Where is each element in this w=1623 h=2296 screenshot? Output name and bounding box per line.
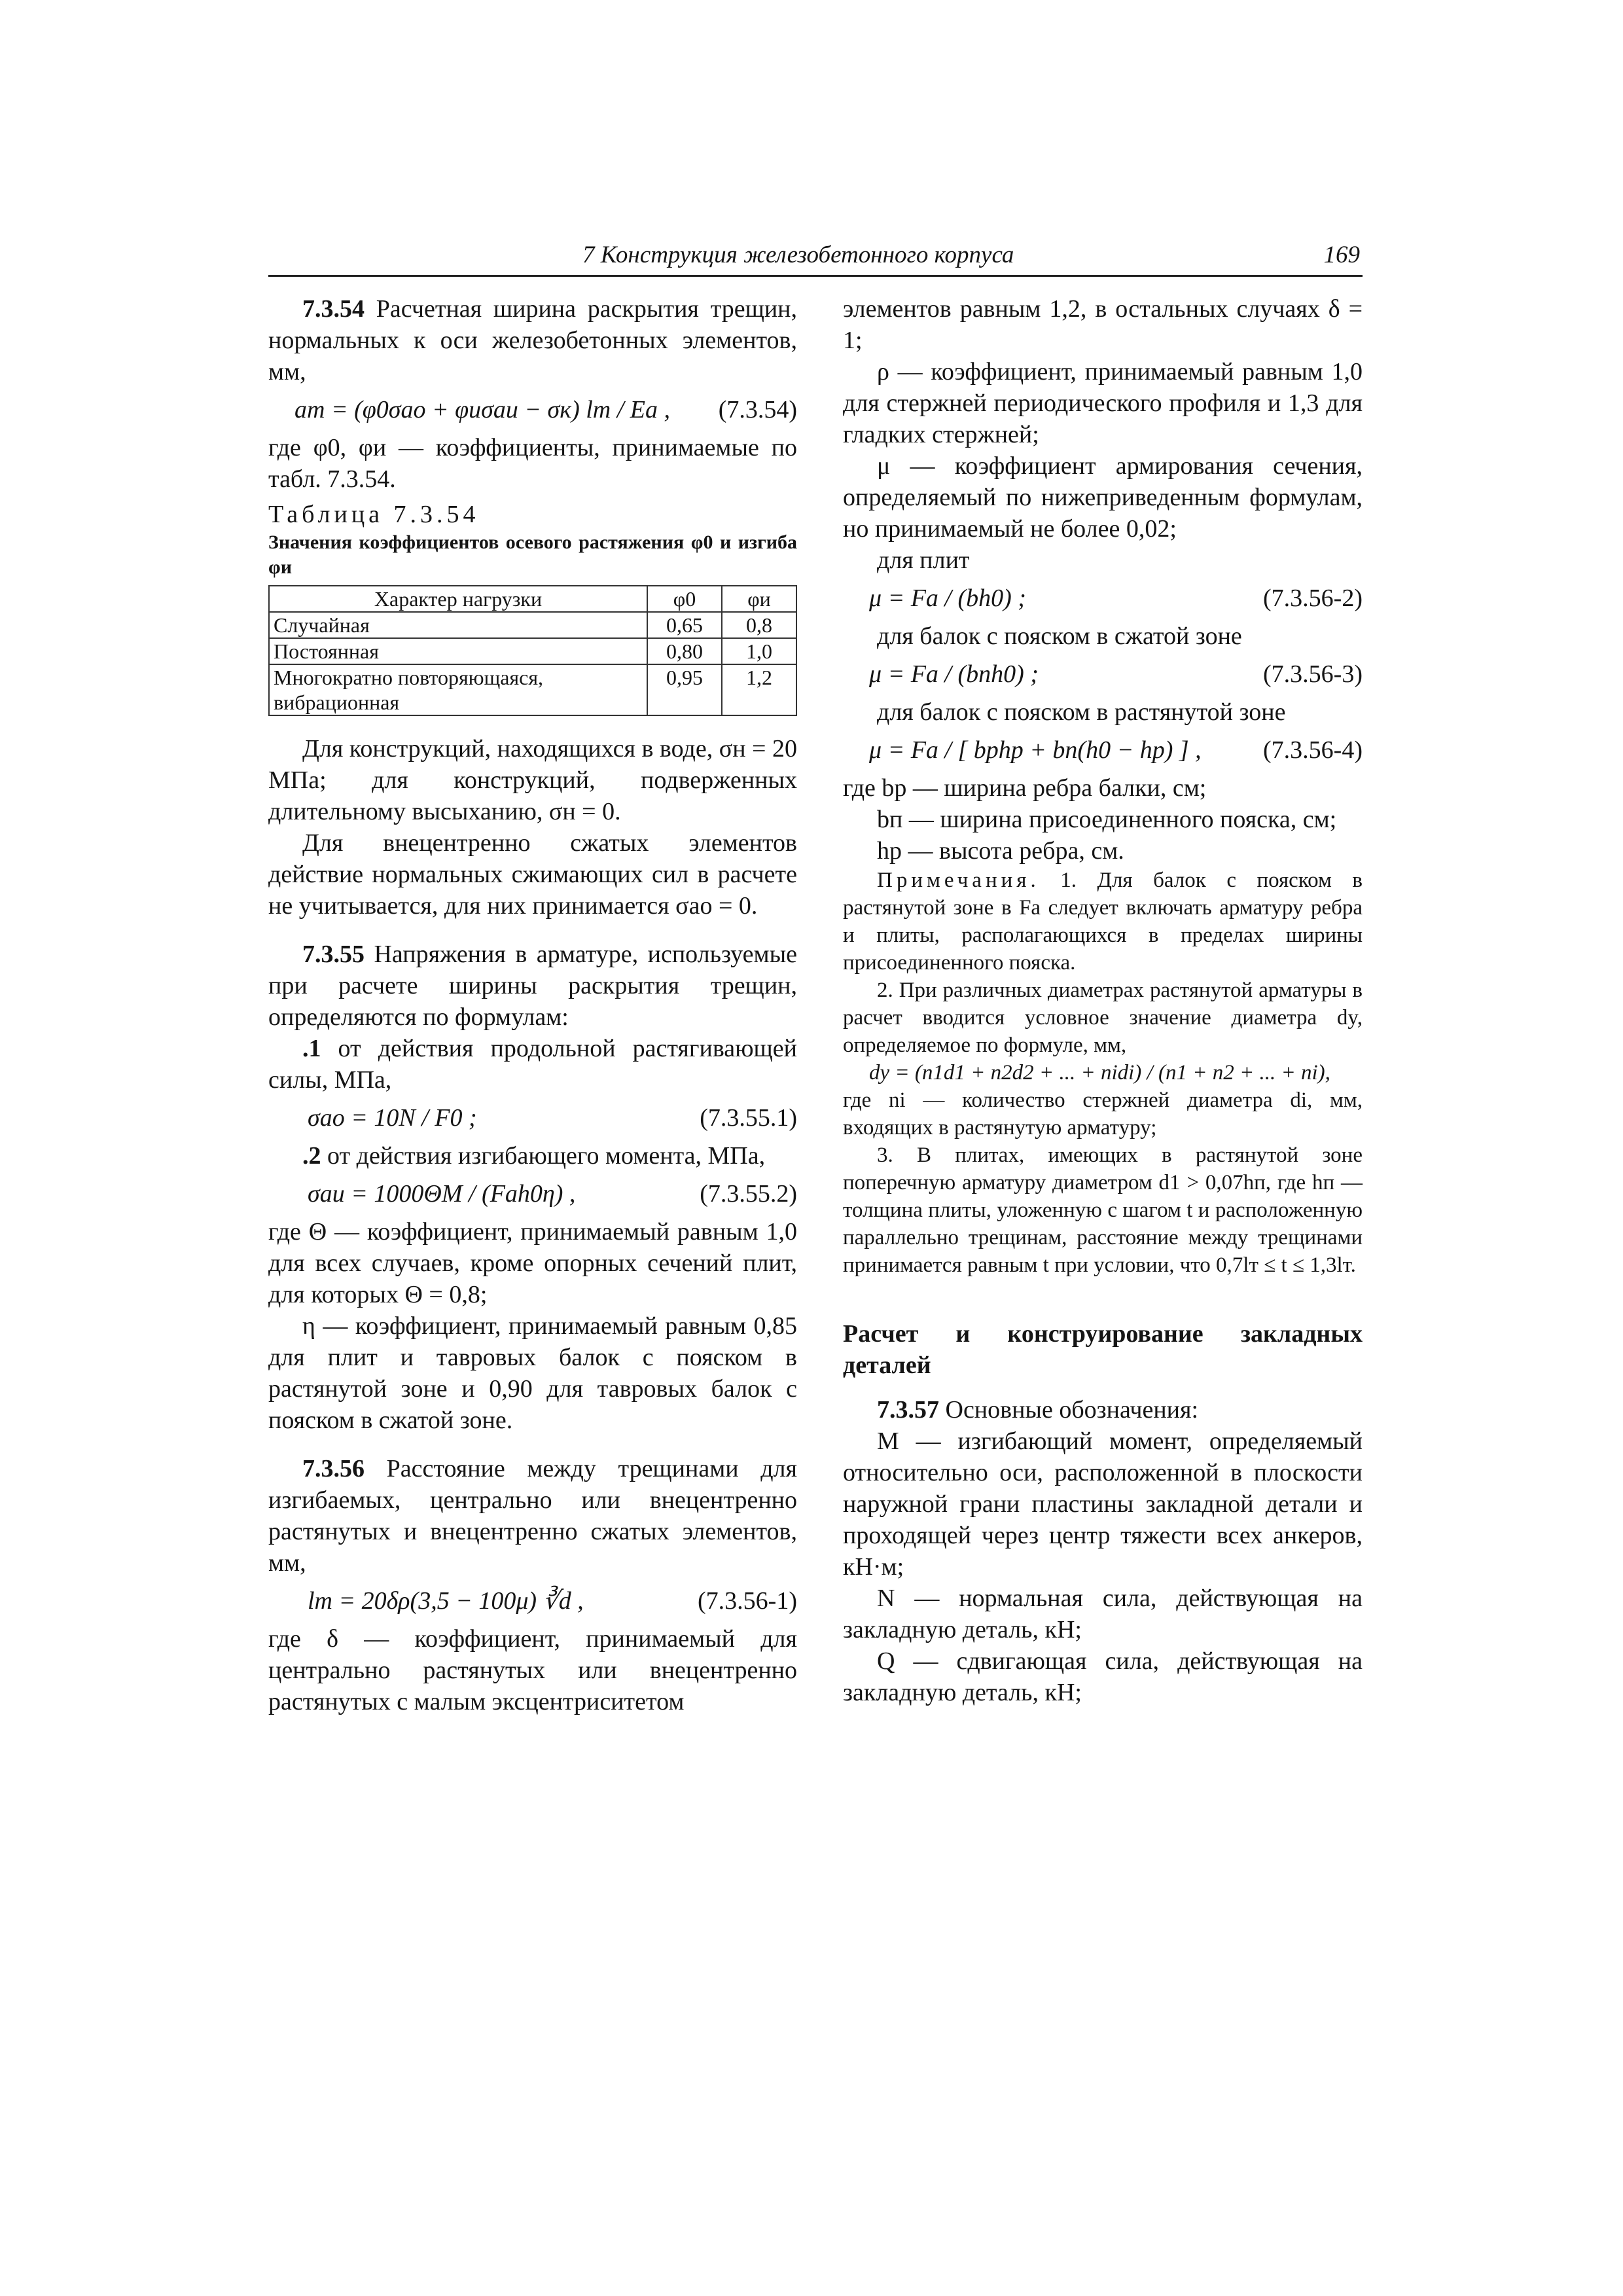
table-header-cell: Характер нагрузки <box>269 586 647 612</box>
paragraph: где Θ — коэффициент, принимаемый равным 1,0 для всех случаев, кроме опорных сечений плит, для которых Θ = 0,8; <box>268 1218 797 1308</box>
paragraph-text: от действия продольной растягивающей силы, МПа, <box>268 1035 797 1094</box>
formula <box>268 1174 797 1213</box>
coefficients-table <box>268 585 797 716</box>
table-title: Значения коэффициентов осевого растяжения φ0 и изгиба φи <box>268 531 797 578</box>
running-header <box>268 241 1363 277</box>
paragraph <box>268 1453 797 1579</box>
paragraph: Для внецентренно сжатых элементов действие нормальных сжимающих сил в расчете не учитывается, для них принимается σао = 0. <box>268 829 797 920</box>
formula-body: μ = Fa / (bпh0) ; <box>869 660 1039 688</box>
left-column <box>268 293 797 1717</box>
paragraph-text: Напряжения в арматуре, используемые при расчете ширины раскрытия трещин, определяются по формулам: <box>268 941 797 1031</box>
formula-body: σаи = 1000ΘM / (Fah0η) , <box>308 1180 576 1208</box>
paragraph <box>268 1140 797 1172</box>
paragraph: μ — коэффициент армирования сечения, определяемый по нижеприведенным формулам, но принимаемый не более 0,02; <box>843 452 1363 543</box>
formula-number: (7.3.56-2) <box>1263 584 1363 612</box>
table-row <box>269 612 796 638</box>
formula-number: (7.3.55.2) <box>700 1180 797 1208</box>
table-cell: 0,65 <box>647 612 722 638</box>
item-number: .2 <box>302 1142 321 1170</box>
table-header-cell: φ0 <box>647 586 722 612</box>
paragraph: η — коэффициент, принимаемый равным 0,85 для плит и тавровых балок с пояском в растянутой зоне и 0,90 для тавровых балок с пояском в сжатой зоне. <box>268 1312 797 1434</box>
note <box>843 867 1363 977</box>
table-cell: 0,95 <box>647 664 722 715</box>
paragraph <box>268 939 797 1033</box>
formula-number: (7.3.56-4) <box>1263 736 1363 764</box>
paragraph: для балок с пояском в растянутой зоне <box>877 698 1286 726</box>
paragraph-text: Расчетная ширина раскрытия трещин, нормальных к оси железобетонных элементов, мм, <box>268 295 797 386</box>
paragraph-text: Основные обозначения: <box>945 1396 1199 1424</box>
paragraph <box>843 1394 1363 1426</box>
note-text: 1. Для балок с пояском в растянутой зоне в Fa следует включать арматуру ребра и плиты, располагающихся в пределах ширины присоединенного пояска. <box>843 869 1363 975</box>
table-cell: Случайная <box>269 612 647 638</box>
formula <box>843 579 1363 618</box>
paragraph: M — изгибающий момент, определяемый относительно оси, расположенной в плоскости наружной грани пластины закладной детали и проходящей через центр тяжести всех анкеров, кН·м; <box>843 1427 1363 1581</box>
formula-number: (7.3.56-3) <box>1263 660 1363 688</box>
table-cell: Многократно повторяющаяся, вибрационная <box>269 664 647 715</box>
formula-body: μ = Fa / (bh0) ; <box>869 584 1026 612</box>
formula-number: (7.3.54) <box>718 396 797 423</box>
table-cell: Постоянная <box>269 638 647 664</box>
item-number: .1 <box>302 1035 321 1062</box>
table-caption: Таблица 7.3.54 <box>268 501 480 528</box>
note: 2. При различных диаметрах растянутой арматуры в расчет вводится условное значение диаметра dy, определяемое по формуле, мм, <box>843 978 1363 1057</box>
formula-body: μ = Fa / [ bphp + bп(h0 − hp) ] , <box>869 736 1202 764</box>
note: где ni — количество стержней диаметра di, мм, входящих в растянутую арматуру; <box>843 1088 1363 1139</box>
formula-number: (7.3.56-1) <box>698 1587 797 1615</box>
formula-body: lт = 20δρ(3,5 − 100μ) ∛d , <box>308 1587 584 1615</box>
paragraph: N — нормальная сила, действующая на закладную деталь, кН; <box>843 1585 1363 1643</box>
paragraph-text: от действия изгибающего момента, МПа, <box>327 1142 766 1170</box>
paragraph: где φ0, φи — коэффициенты, принимаемые по табл. 7.3.54. <box>268 434 797 493</box>
notes-label: Примечания. <box>877 869 1040 892</box>
table-cell: 0,8 <box>722 612 796 638</box>
table-row <box>269 638 796 664</box>
note-formula: dy = (n1d1 + n2d2 + ... + nidi) / (n1 + n2 + ... + ni), <box>869 1061 1330 1085</box>
page-number: 169 <box>1323 242 1360 268</box>
clause-number: 7.3.54 <box>302 295 365 323</box>
table-cell: 1,2 <box>722 664 796 715</box>
note: 3. В плитах, имеющих в растянутой зоне поперечную арматуру диаметром d1 > 0,07hп, где hп — толщина плиты, уложенную с шагом t и расположенную параллельно трещинам, расстояние между трещинами принимается равным t при условии, что 0,7lт ≤ t ≤ 1,3lт. <box>843 1143 1363 1277</box>
table-header-row <box>269 586 796 612</box>
paragraph: где δ — коэффициент, принимаемый для центрально растянутых или внецентренно растянутых с малым эксцентриситетом <box>268 1625 797 1715</box>
clause-number: 7.3.56 <box>302 1455 365 1482</box>
header-title: 7 Конструкция железобетонного корпуса <box>582 242 1014 268</box>
paragraph: где bр — ширина ребра балки, см; <box>843 774 1207 802</box>
formula-body: σао = 10N / F0 ; <box>308 1104 477 1132</box>
table-cell: 0,80 <box>647 638 722 664</box>
paragraph: Для конструкций, находящихся в воде, σн = 20 МПа; для конструкций, подверженных длительному высыханию, σн = 0. <box>268 735 797 825</box>
clause-number: 7.3.57 <box>877 1396 939 1424</box>
paragraph <box>268 1033 797 1096</box>
formula-body: aт = (φ0σао + φиσаи − σк) lт / Eа , <box>294 396 670 423</box>
paragraph: Q — сдвигающая сила, действующая на закладную деталь, кН; <box>843 1647 1363 1706</box>
section-heading: Расчет и конструирование закладных деталей <box>843 1320 1363 1379</box>
paragraph: элементов равным 1,2, в остальных случаях δ = 1; <box>843 295 1363 354</box>
clause-number: 7.3.55 <box>302 941 365 968</box>
table-cell: 1,0 <box>722 638 796 664</box>
formula <box>268 390 797 429</box>
paragraph: hр — высота ребра, см. <box>877 837 1124 865</box>
formula <box>268 1098 797 1138</box>
table-row <box>269 664 796 715</box>
formula-number: (7.3.55.1) <box>700 1104 797 1132</box>
paragraph <box>268 293 797 387</box>
table-header-cell: φи <box>722 586 796 612</box>
formula <box>843 655 1363 694</box>
formula <box>268 1581 797 1621</box>
paragraph: для плит <box>877 547 970 574</box>
paragraph: для балок с пояском в сжатой зоне <box>877 622 1242 650</box>
paragraph: ρ — коэффициент, принимаемый равным 1,0 для стержней периодического профиля и 1,3 для гладких стержней; <box>843 358 1363 448</box>
paragraph-text: Расстояние между трещинами для изгибаемых, центрально или внецентренно растянутых и внецентренно сжатых элементов, мм, <box>268 1455 798 1577</box>
paragraph: bп — ширина присоединенного пояска, см; <box>877 806 1337 833</box>
right-column <box>843 293 1363 1708</box>
formula <box>843 730 1363 770</box>
